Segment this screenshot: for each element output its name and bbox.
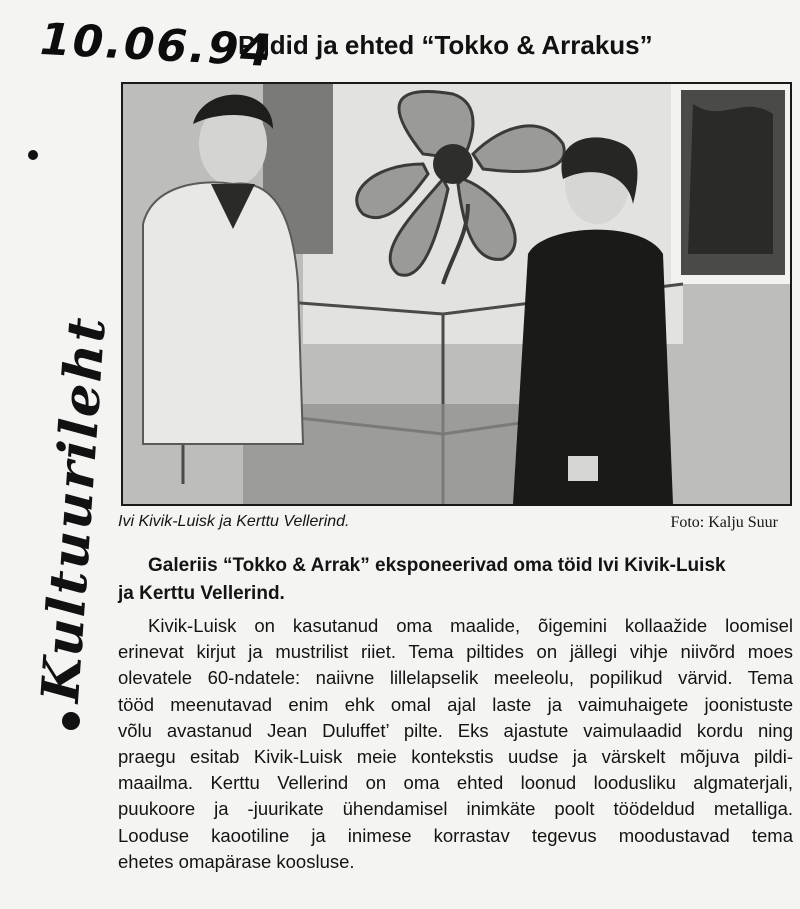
body-line: puukoore ja -juurikate ühendamisel inimkäte poolt töödeldud metalliga.: [118, 798, 793, 820]
ink-dot: [28, 150, 38, 160]
body-line: praegu esitab Kivik-Luisk meie kontekstis uudse ja värskelt mõjuva pildi-: [118, 746, 793, 768]
photo-illustration: [123, 84, 790, 504]
body-line: ehetes omapärase koosluse.: [118, 850, 355, 872]
body-line: Kivik-Luisk on kasutanud oma maalide, õigemini kollaažide loomisel: [148, 615, 793, 636]
lead-line: ja Kerttu Vellerind.: [118, 583, 285, 604]
gallery-photo: [121, 82, 792, 506]
handwritten-note: Kultuurileht: [30, 313, 118, 705]
photo-caption: Ivi Kivik-Luisk ja Kerttu Vellerind.: [118, 513, 350, 530]
headline: Pildid ja ehted “Tokko & Arrakus”: [238, 30, 653, 60]
body-line: maailma. Kerttu Vellerind on oma ehted loonud loodusliku algmaterjali,: [118, 772, 793, 794]
photo-credit: Foto: Kalju Suur: [670, 514, 778, 531]
article-body: [118, 613, 793, 875]
body-line: võlu avastanud Jean Duluffet’ pilte. Eks ajastute vaimulaadid kordu ning: [118, 719, 793, 741]
ink-dot: [62, 712, 80, 730]
lead-line: Galeriis “Tokko & Arrak” eksponeerivad oma töid Ivi Kivik-Luisk: [148, 555, 726, 576]
handwritten-date: 10.06.94: [38, 13, 275, 78]
lead-paragraph: [118, 552, 793, 608]
body-line: tööd meenutavad enim ehk omal ajal laste ja vaimuhaigete joonistuste: [118, 693, 793, 715]
body-line: olevatele 60-ndatele: naiivne lillelapselik meeleolu, popilikud värvid. Tema: [118, 667, 793, 689]
body-line: erinevat kirjut ja mustrilist riiet. Tema piltides on jällegi vihje niivõrd moes: [118, 641, 793, 663]
body-line: Looduse kaootiline ja inimese korrastav tegevus moodustavad tema: [118, 824, 793, 846]
